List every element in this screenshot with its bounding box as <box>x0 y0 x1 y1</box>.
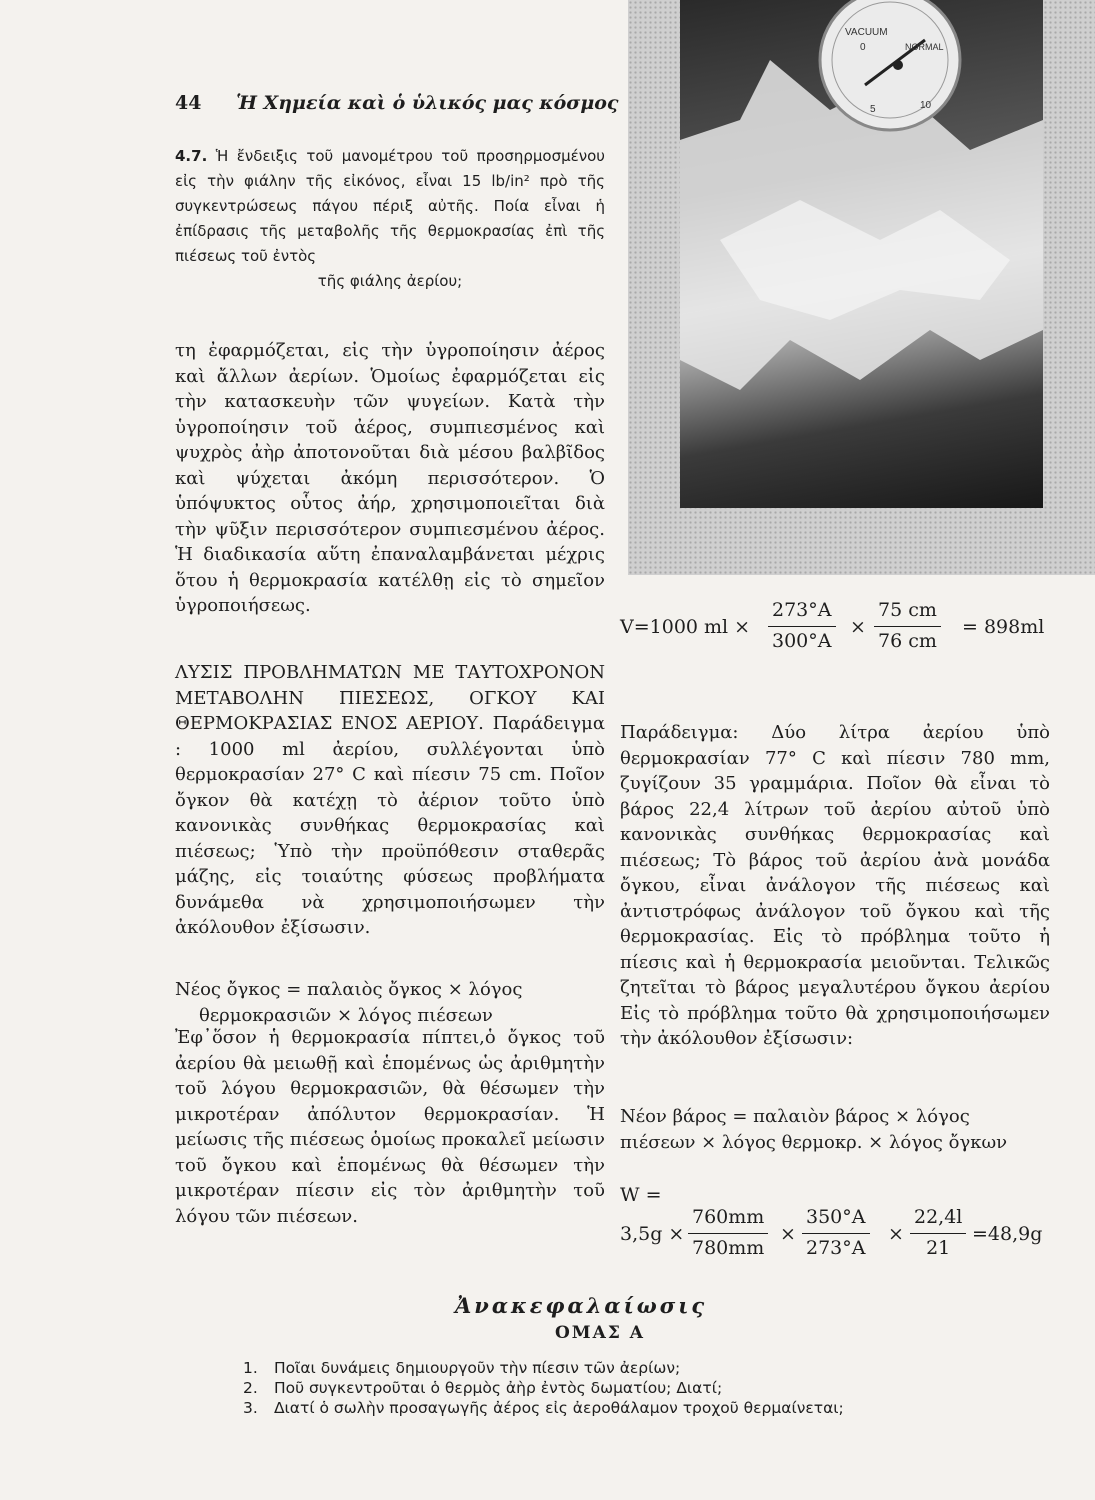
paragraph-gas-problems <box>175 660 605 941</box>
temperature-ratio-2 <box>802 1205 870 1261</box>
group-title: ΟΜΑΣ Α <box>555 1323 645 1343</box>
temperature-ratio <box>768 598 836 654</box>
question-number: 3. <box>243 1399 258 1417</box>
gauge-label-five: 5 <box>870 104 876 115</box>
weight-equation-text <box>620 1104 1050 1155</box>
flask-photo <box>680 0 1043 508</box>
pressure-ratio-denominator: 76 cm <box>878 629 937 652</box>
temperature-ratio-denominator: 300°A <box>772 629 832 652</box>
weight-calculation <box>620 1183 1050 1259</box>
paragraph-example-2: Παράδειγμα: Δύο λίτρα ἀερίου ὑπὸ θερμοκρασίαν 77° C καὶ πίεσιν 780 mm, ζυγίζουν 35 γραμμάρια. Ποῖον θὰ εἶναι τὸ βάρος 22,4 λίτρων τοῦ ἀερίου αὐτοῦ ὑπὸ κανονικὰς συνθήκας θερμοκρασίας καὶ πιέσεως; Τὸ βάρος τοῦ ἀερίου ἀνὰ μονάδα ὄγκου, εἶναι ἀνάλογον τῆς πιέσεως καὶ ἀντιστρόφως ἀνάλογον τοῦ ὄγκου καὶ τῆς θερμοκρασίας. Εἰς τὸ πρόβλημα τοῦτο ἡ πίεσις καὶ ἡ θερμοκρασία μειοῦνται. Τελικῶς ζητεῖται τὸ βάρος μεγαλυτέρου ὄγκου ἀερίου Εἰς τὸ πρόβλημα τοῦτο θὰ χρησιμοποιήσωμεν τὴν ἀκόλουθον ἐξίσωσιν: <box>620 722 1050 1049</box>
weight-calc-lhs: W = <box>620 1184 662 1206</box>
volume-calc-lhs: V=1000 ml × <box>620 616 751 638</box>
pressure-ratio-numerator: 75 cm <box>874 598 941 627</box>
gauge-label-normal: NORMAL <box>905 42 944 52</box>
times-sign: × <box>850 616 866 638</box>
volume-ratio <box>910 1205 966 1261</box>
times-sign-3: × <box>888 1223 904 1245</box>
pressure-ratio-2-denominator: 780mm <box>692 1236 765 1259</box>
gauge-label-zero: 0 <box>860 42 866 53</box>
running-title: Ἡ Χημεία καὶ ὁ ὑλικός μας κόσμος <box>236 92 619 114</box>
pressure-gauge <box>820 0 960 130</box>
question-text: Διατί ὁ σωλὴν προσαγωγῆς ἀέρος εἰς ἀεροθάλαμον τροχοῦ θερμαίνεται; <box>273 1399 844 1417</box>
volume-equation-line-2: θερμοκρασιῶν × λόγος πιέσεων <box>199 1004 493 1026</box>
gauge-label-ten: 10 <box>920 100 932 111</box>
gauge-pivot <box>893 60 903 70</box>
temperature-ratio-2-numerator: 350°A <box>802 1205 870 1234</box>
figure-photo <box>628 0 1095 575</box>
weight-equation-line-1: Νέον βάρος = παλαιὸν βάρος × λόγος <box>620 1106 970 1127</box>
temperature-ratio-numerator: 273°A <box>768 598 836 627</box>
pressure-ratio <box>874 598 941 654</box>
section-heading: ΛΥΣΙΣ ΠΡΟΒΛΗΜΑΤΩΝ ΜΕ ΤΑΥΤΟΧΡΟΝΟΝ ΜΕΤΑΒΟΛΗΝ ΠΙΕΣΕΩΣ, ΟΓΚΟΥ ΚΑΙ ΘΕΡΜΟΚΡΑΣΙΑΣ ΕΝΟΣ ΑΕΡΙΟΥ. <box>175 662 605 734</box>
question-text: Ποῦ συγκεντροῦται ὁ θερμὸς ἀὴρ ἐντὸς δωματίου; Διατί; <box>273 1379 723 1397</box>
paragraph-explanation: Ἐφ᾽ὅσον ἡ θερμοκρασία πίπτει,ὁ ὄγκος τοῦ ἀερίου θὰ μειωθῇ καὶ ἑπομένως ὡς ἀριθμητὴν τοῦ λόγου θερμοκρασιῶν, θὰ θέσωμεν τὴν μικροτέραν ἀπόλυτον θερμοκρασίαν. Ἡ μείωσις τῆς πιέσεως ὁμοίως προκαλεῖ μείωσιν τοῦ ὄγκου καὶ ἑπομένως θὰ θέσωμεν τὴν μικροτέραν πίεσιν εἰς τὸν ἀριθμητὴν τοῦ λόγου τῶν πιέσεων. <box>175 1027 605 1227</box>
page-header <box>175 92 618 114</box>
weight-coefficient: 3,5g × <box>620 1223 685 1245</box>
page-number: 44 <box>175 92 202 114</box>
summary-title: Ἀνακεφαλαίωσις <box>455 1293 708 1318</box>
figure-caption-text: Ἡ ἔνδειξις τοῦ μανομέτρου τοῦ προσηρμοσμένου εἰς τὴν φιάλην τῆς εἰκόνος, εἶναι 15 lb/in² πρὸ τῆς συγκεντρώσεως πάγου πέριξ αὐτῆς. Ποία εἶναι ἡ ἐπίδρασις τῆς μεταβολῆς τῆς θερμοκρασίας ἐπὶ τῆς πιέσεως τοῦ ἐντὸς <box>175 147 605 265</box>
question-text: Ποῖαι δυνάμεις δημιουργοῦν τὴν πίεσιν τῶν ἀερίων; <box>273 1359 681 1377</box>
review-questions <box>243 1358 844 1418</box>
list-item <box>243 1358 844 1378</box>
volume-equation-text <box>175 977 605 1028</box>
volume-calculation <box>620 598 1050 658</box>
weight-equation-line-2: πιέσεων × λόγος θερμοκρ. × λόγος ὄγκων <box>620 1131 1008 1153</box>
figure-caption <box>175 144 605 294</box>
question-number: 1. <box>243 1359 258 1377</box>
times-sign-2: × <box>780 1223 796 1245</box>
gauge-label-vacuum: VACUUM <box>845 27 888 38</box>
list-item <box>243 1378 844 1398</box>
question-number: 2. <box>243 1379 258 1397</box>
volume-ratio-denominator: 21 <box>926 1236 951 1259</box>
paragraph-liquefaction: τη ἐφαρμόζεται, εἰς τὴν ὑγροποίησιν ἀέρος καὶ ἄλλων ἀερίων. Ὁμοίως ἐφαρμόζεται εἰς τὴν κατασκευὴν τῶν ψυγείων. Κατὰ τὴν ὑγροποίησιν τοῦ ἀέρος, συμπιεσμένος καὶ ψυχρὸς ἀὴρ ἀποτονοῦται διὰ μέσου βαλβῖδος καὶ ψύχεται ἀκόμη περισσότερον. Ὁ ὑπόψυκτος οὗτος ἀήρ, χρησιμοποιεῖται διὰ τὴν ψῦξιν περισσότερον συμπιεσμένου ἀέρος. Ἡ διαδικασία αὕτη ἐπαναλαμβάνεται μέχρις ὅτου ἡ θερμοκρασία κατέλθῃ εἰς τὸ σημεῖον ὑγροποιήσεως. <box>175 340 605 616</box>
example-1-text: Παράδειγμα : 1000 ml ἀερίου, συλλέγονται ὑπὸ θερμοκρασίαν 27° C καὶ πίεσιν 75 cm. Ποῖον ὄγκον θὰ κατέχῃ τὸ ἀέριον τοῦτο ὑπὸ κανονικὰς συνθήκας θερμοκρασίας καὶ πιέσεως; Ὑπὸ τὴν προϋπόθεσιν σταθερᾶς μάζης, εἰς τοιαύτης φύσεως προβλήματα δυνάμεθα νὰ χρησιμοποιήσωμεν τὴν ἀκόλουθον ἐξίσωσιν. <box>175 713 605 938</box>
pressure-ratio-2 <box>688 1205 768 1261</box>
pressure-ratio-2-numerator: 760mm <box>688 1205 768 1234</box>
temperature-ratio-2-denominator: 273°A <box>806 1236 866 1259</box>
figure-caption-last-line: τῆς φιάλης ἀερίου; <box>317 272 463 290</box>
weight-result: =48,9g <box>972 1223 1043 1245</box>
figure-number: 4.7. <box>175 147 208 165</box>
volume-equation-line-1: Νέος ὄγκος = παλαιὸς ὄγκος × λόγος <box>175 979 523 1000</box>
list-item <box>243 1398 844 1418</box>
volume-ratio-numerator: 22,4l <box>910 1205 966 1234</box>
photo-illustration <box>680 0 1043 508</box>
volume-result: = 898ml <box>962 616 1045 638</box>
